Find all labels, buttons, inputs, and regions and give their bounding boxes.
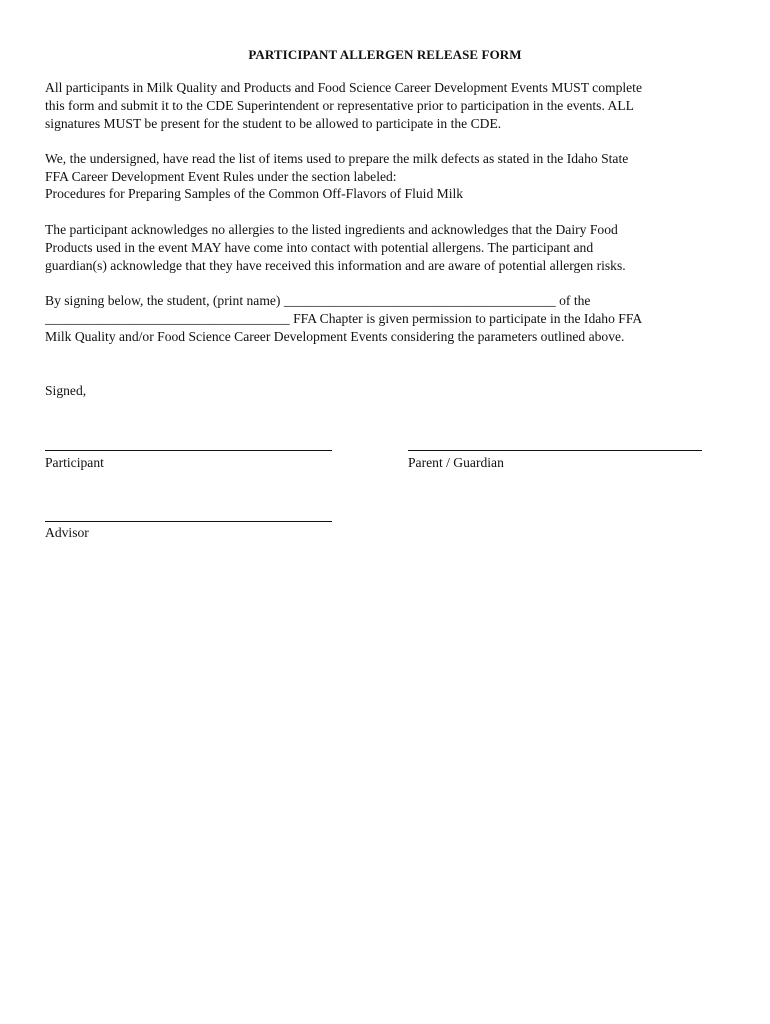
intro-paragraph-line-3: signatures MUST be present for the student to be allowed to participate in the CDE. xyxy=(45,116,502,131)
guardian-label: Parent / Guardian xyxy=(408,455,504,470)
participant-label: Participant xyxy=(45,455,104,470)
participant-signature-line[interactable] xyxy=(45,450,332,451)
advisor-signature-line[interactable] xyxy=(45,521,332,522)
undersigned-paragraph-line-3: Procedures for Preparing Samples of the Common Off-Flavors of Fluid Milk xyxy=(45,186,464,201)
signed-label: Signed, xyxy=(45,383,87,398)
permission-paragraph-line-3: Milk Quality and/or Food Science Career Development Events considering the parameters outlined above. xyxy=(45,329,625,344)
acknowledgement-paragraph-line-3: guardian(s) acknowledge that they have received this information and are aware of potential allergen risks. xyxy=(45,258,626,273)
permission-paragraph-line-2[interactable]: ____________________________________ FFA Chapter is given permission to participate in the Idaho FFA xyxy=(45,311,643,326)
acknowledgement-paragraph-line-1: The participant acknowledges no allergies to the listed ingredients and acknowledges that the Dairy Food xyxy=(45,222,618,237)
guardian-signature-line[interactable] xyxy=(408,450,702,451)
advisor-label: Advisor xyxy=(45,525,89,540)
undersigned-paragraph-line-1: We, the undersigned, have read the list of items used to prepare the milk defects as stated in the Idaho State xyxy=(45,151,629,166)
permission-paragraph-line-1[interactable]: By signing below, the student, (print name) ________________________________________ of the xyxy=(45,293,591,308)
undersigned-paragraph-line-2: FFA Career Development Event Rules under the section labeled: xyxy=(45,169,397,184)
intro-paragraph-line-2: this form and submit it to the CDE Superintendent or representative prior to participation in the events. ALL xyxy=(45,98,634,113)
intro-paragraph-line-1: All participants in Milk Quality and Products and Food Science Career Development Events MUST complete xyxy=(45,80,642,95)
acknowledgement-paragraph-line-2: Products used in the event MAY have come into contact with potential allergens. The participant and xyxy=(45,240,594,255)
form-title: PARTICIPANT ALLERGEN RELEASE FORM xyxy=(248,47,522,62)
